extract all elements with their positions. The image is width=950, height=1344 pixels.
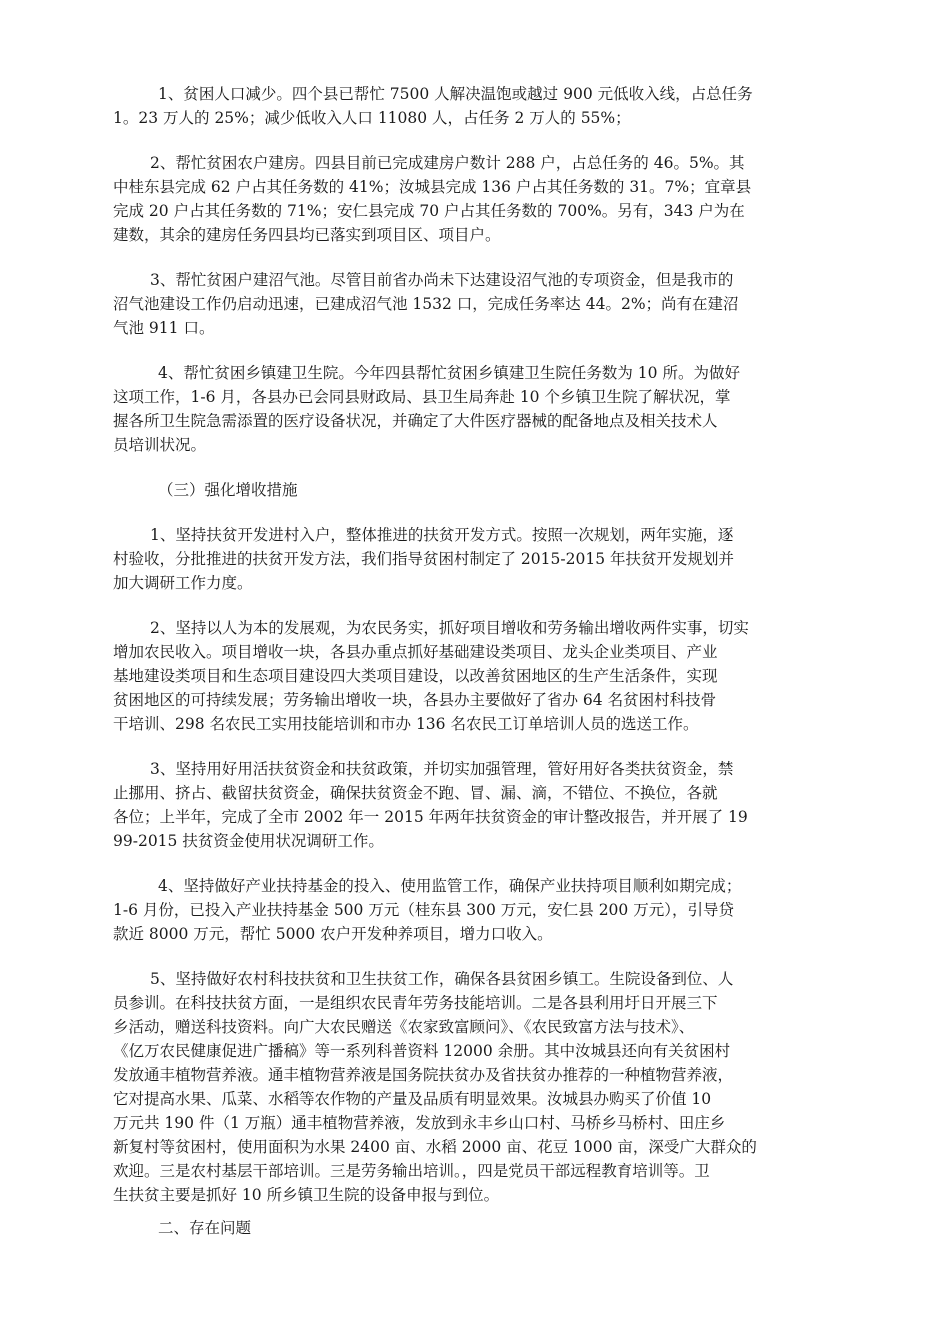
text-line: 5、坚持做好农村科技扶贫和卫生扶贫工作，确保各县贫困乡镇工。生院设备到位、人 bbox=[150, 970, 734, 988]
text-line: 止挪用、挤占、截留扶贫资金，确保扶贫资金不跑、冒、漏、滴，不错位、不换位，各就 bbox=[113, 784, 718, 802]
text-line: 气池 911 口。 bbox=[113, 319, 215, 337]
text-line: 2、帮忙贫困农户建房。四县目前已完成建房户数计 288 户，占总任务的 46。5%。其 bbox=[150, 154, 745, 172]
text-line: 乡活动，赠送科技资料。向广大农民赠送《农家致富顾问》、《农民致富方法与技术》、 bbox=[113, 1018, 695, 1036]
text-line: 欢迎。三是农村基层干部培训。三是劳务输出培训。，四是党员干部远程教育培训等。卫 bbox=[113, 1162, 710, 1180]
text-line: 干培训、298 名农民工实用技能培训和市办 136 名农民工订单培训人员的选送工作。 bbox=[113, 715, 699, 733]
text-line: 3、帮忙贫困户建沼气池。尽管目前省办尚未下达建设沼气池的专项资金，但是我市的 bbox=[150, 271, 734, 289]
text-line: 员参训。在科技扶贫方面，一是组织农民青年劳务技能培训。二是各县利用圩日开展三下 bbox=[113, 994, 718, 1012]
text-line: 款近 8000 万元，帮忙 5000 农户开发种养项目，增力口收入。 bbox=[113, 925, 553, 943]
text-line: 4、帮忙贫困乡镇建卫生院。今年四县帮忙贫困乡镇建卫生院任务数为 10 所。为做好 bbox=[158, 364, 740, 382]
text-line: 1-6 月份，已投入产业扶持基金 500 万元（桂东县 300 万元，安仁县 200 万元），引导贷 bbox=[113, 901, 734, 919]
text-line: 增加农民收入。项目增收一块，各县办重点抓好基础建设类项目、龙头企业类项目、产业 bbox=[113, 643, 718, 661]
text-line: 建数，其余的建房任务四县均已落实到项目区、项目户。 bbox=[113, 226, 501, 244]
text-line: 中桂东县完成 62 户占其任务数的 41%；汝城县完成 136 户占其任务数的 31。7%；宜章县 bbox=[113, 178, 752, 196]
text-line: 村验收，分批推进的扶贫开发方法，我们指导贫困村制定了 2015-2015 年扶贫开发规划并 bbox=[113, 550, 734, 568]
text-line: 1。23 万人的 25%；减少低收入人口 11080 人，占任务 2 万人的 55%； bbox=[113, 109, 631, 127]
text-line: 基地建设类项目和生态项目建设四大类项目建设，以改善贫困地区的生产生活条件，实现 bbox=[113, 667, 718, 685]
text-line: 新复村等贫困村，使用面积为水果 2400 亩、水稻 2000 亩、花豆 1000 亩，深受广大群众的 bbox=[113, 1138, 757, 1156]
text-line: 加大调研工作力度。 bbox=[113, 574, 253, 592]
text-line: 发放通丰植物营养液。通丰植物营养液是国务院扶贫办及省扶贫办推荐的一种植物营养液， bbox=[113, 1066, 734, 1084]
text-line: 1、坚持扶贫开发进村入户，整体推进的扶贫开发方式。按照一次规划，两年实施，逐 bbox=[150, 526, 734, 544]
text-line: 员培训状况。 bbox=[113, 436, 207, 454]
text-line: 沼气池建设工作仍启动迅速，已建成沼气池 1532 口，完成任务率达 44。2%；尚有在建沼 bbox=[113, 295, 739, 313]
text-line: 握各所卫生院急需添置的医疗设备状况，并确定了大件医疗器械的配备地点及相关技术人 bbox=[113, 412, 718, 430]
section-heading: （三）强化增收措施 bbox=[158, 481, 298, 499]
text-line: 生扶贫主要是抓好 10 所乡镇卫生院的设备申报与到位。 bbox=[113, 1186, 500, 1204]
text-line: 各位；上半年，完成了全市 2002 年一 2015 年两年扶贫资金的审计整改报告，并开展了 19 bbox=[113, 808, 748, 826]
text-line: 万元共 190 件（1 万瓶）通丰植物营养液，发放到永丰乡山口村、马桥乡马桥村、田庄乡 bbox=[113, 1114, 726, 1132]
text-line: 2、坚持以人为本的发展观，为农民务实，抓好项目增收和劳务输出增收两件实事，切实 bbox=[150, 619, 749, 637]
text-line: 这项工作，1-6 月，各县办已会同县财政局、县卫生局奔赴 10 个乡镇卫生院了解状况，掌 bbox=[113, 388, 731, 406]
text-line: 3、坚持用好用活扶贫资金和扶贫政策，并切实加强管理，管好用好各类扶贫资金，禁 bbox=[150, 760, 734, 778]
text-line: 它对提高水果、瓜菜、水稻等农作物的产量及品质有明显效果。汝城县办购买了价值 10 bbox=[113, 1090, 712, 1108]
text-line: 99-2015 扶贫资金使用状况调研工作。 bbox=[113, 832, 384, 850]
text-line: 《亿万农民健康促进广播稿》等一系列科普资料 12000 余册。其中汝城县还向有关贫困村 bbox=[113, 1042, 731, 1060]
section-heading: 二、存在问题 bbox=[158, 1219, 252, 1237]
text-line: 完成 20 户占其任务数的 71%；安仁县完成 70 户占其任务数的 700%。另有，343 户为在 bbox=[113, 202, 745, 220]
text-line: 4、坚持做好产业扶持基金的投入、使用监管工作，确保产业扶持项目顺利如期完成； bbox=[158, 877, 742, 895]
text-line: 贫困地区的可持续发展；劳务输出增收一块，各县办主要做好了省办 64 名贫困村科技骨 bbox=[113, 691, 717, 709]
text-line: 1、贫困人口减少。四个县已帮忙 7500 人解决温饱或越过 900 元低收入线，占总任务 bbox=[158, 85, 753, 103]
